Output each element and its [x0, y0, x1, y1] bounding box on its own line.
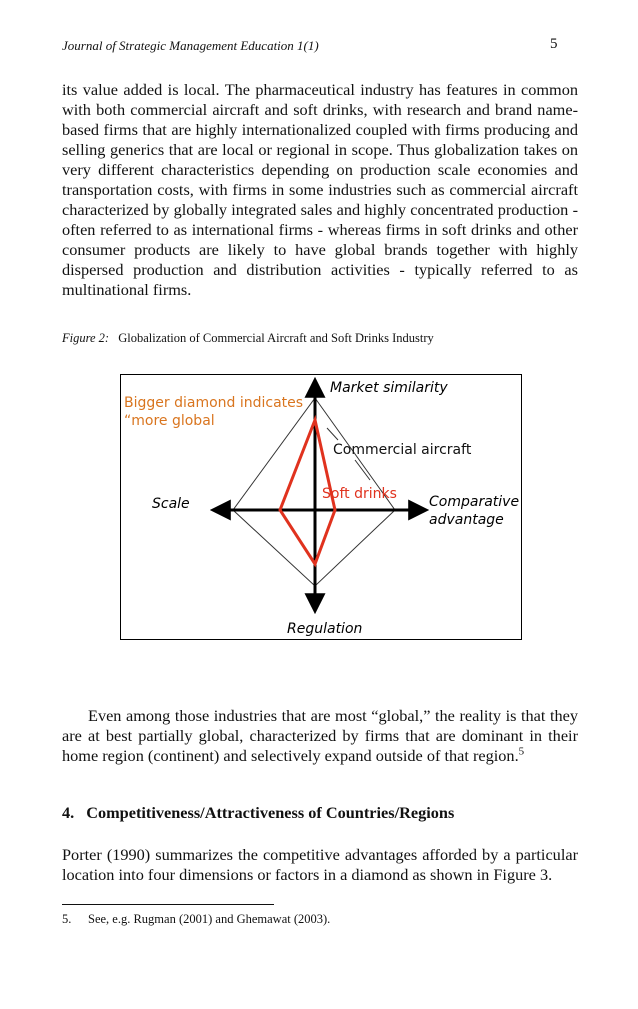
page-number: 5 — [550, 36, 558, 52]
globalization-diamond-figure — [120, 374, 522, 640]
figure-caption — [62, 331, 434, 346]
aircraft-leader-line — [355, 460, 370, 480]
commercial-aircraft-label: Commercial aircraft — [333, 442, 472, 458]
section-title: Competitiveness/Attractiveness of Countries/Regions — [86, 803, 455, 822]
axis-label-top: Market similarity — [330, 380, 448, 396]
footnote-divider — [62, 904, 274, 905]
soft-drinks-label: Soft drinks — [322, 486, 397, 502]
body-paragraph: its value added is local. The pharmaceutical industry has features in common with both commercial aircraft and soft drinks, with research and brand name-based firms that are highly internationalized coupled with firms producing and selling generics that are local or regional in scope. Thus globalization takes on very different characteristics depending on production scale economies and transportation costs, with firms in some industries such as commercial aircraft characterized by globally integrated sales and highly concentrated production - often referred to as international firms - whereas firms in soft drinks and other consumer products are likely to have global brands together with highly dispersed production and distribution activities - typically referred to as multinational firms. — [62, 80, 578, 299]
aircraft-leader-line-2 — [327, 428, 338, 440]
footnote — [62, 912, 330, 927]
paragraph-text: Even among those industries that are most “global,” the reality is that they are at best partially global, characterized by firms that are dominant in their home region (continent) and selectively expand outside of that region. — [62, 706, 578, 765]
axis-label-bottom: Regulation — [287, 621, 363, 637]
footnote-number: 5. — [62, 912, 72, 926]
axis-label-right-2: advantage — [429, 512, 504, 528]
axis-label-left: Scale — [152, 496, 190, 512]
section-heading — [62, 803, 454, 823]
journal-title: Journal of Strategic Management Education 1(1) — [62, 38, 319, 53]
section-number: 4. — [62, 803, 75, 822]
footnote-text: See, e.g. Rugman (2001) and Ghemawat (2003). — [88, 912, 331, 926]
figure-label: Figure 2: — [62, 331, 110, 345]
body-paragraph: Porter (1990) summarizes the competitive advantages afforded by a particular location into four dimensions or factors in a diamond as shown in Figure 3. — [62, 845, 578, 884]
axis-label-right-1: Comparative — [429, 494, 520, 510]
body-paragraph — [62, 706, 578, 766]
legend-line-2: “more global — [124, 413, 215, 429]
figure-caption-text: Globalization of Commercial Aircraft and Soft Drinks Industry — [118, 331, 434, 345]
footnote-reference[interactable]: 5 — [518, 745, 525, 758]
legend-line-1: Bigger diamond indicates — [124, 395, 304, 411]
